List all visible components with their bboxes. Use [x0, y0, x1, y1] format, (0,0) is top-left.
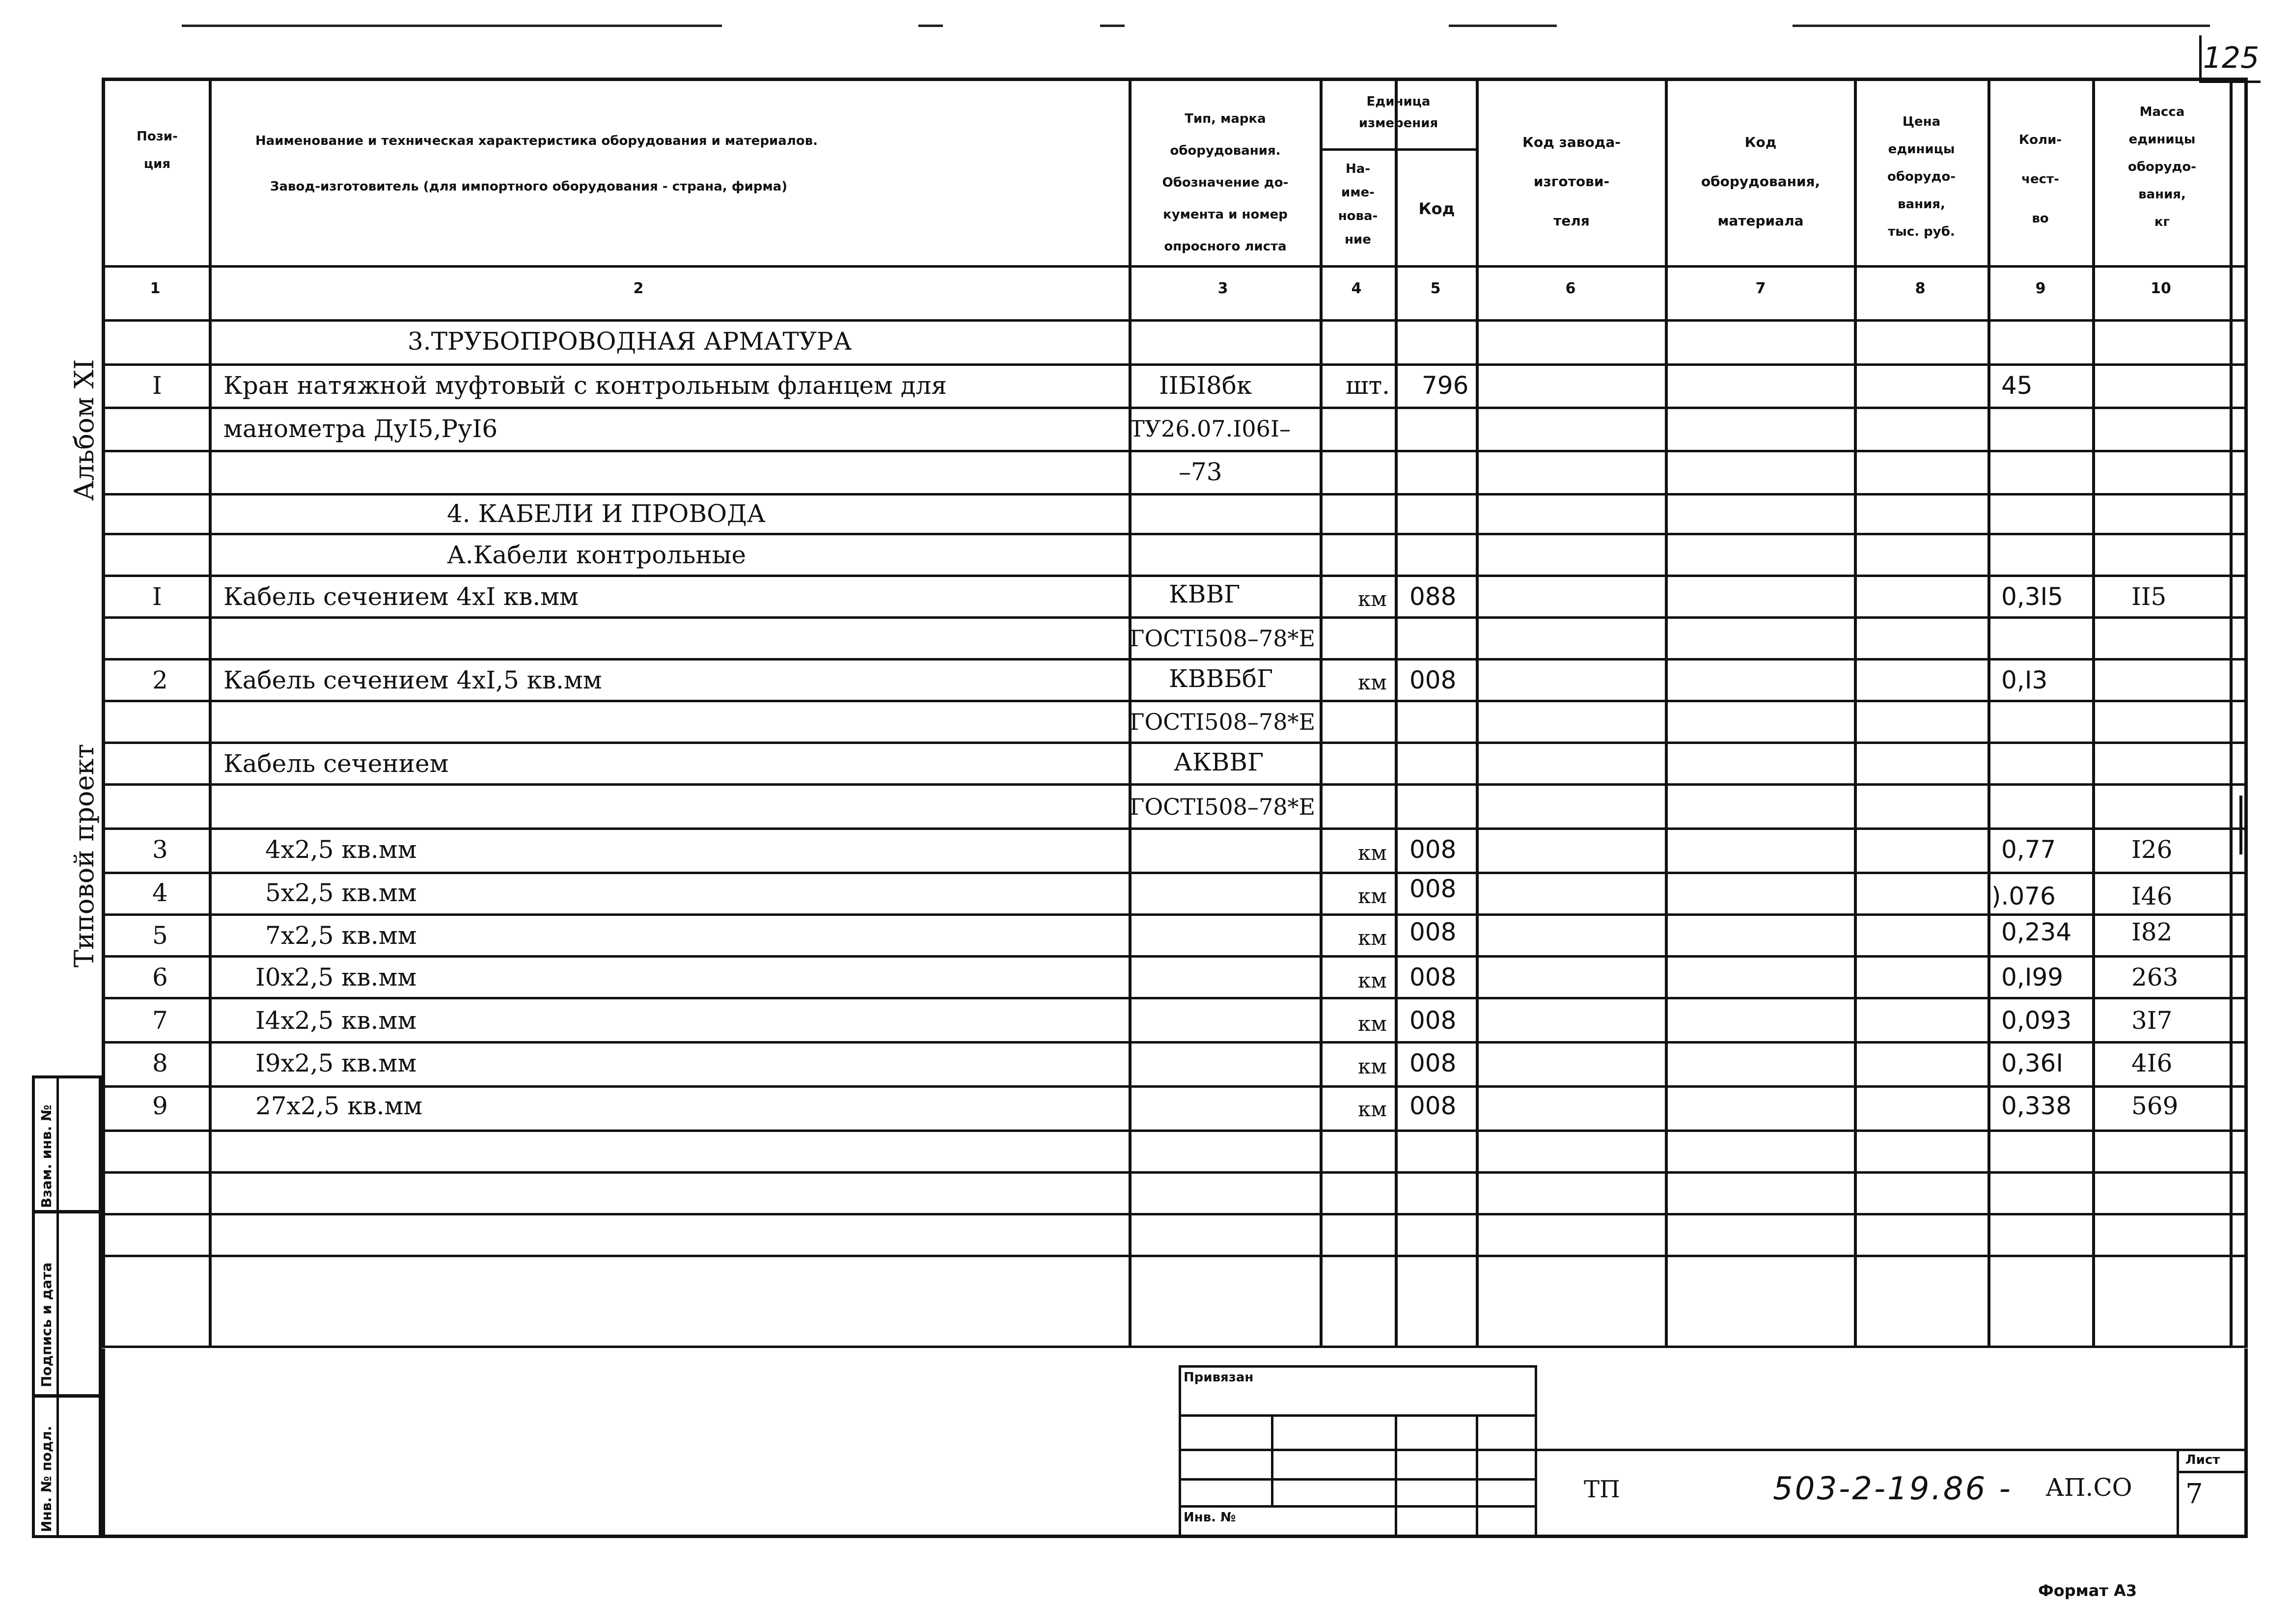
row-type: ГОСТI508–78*Е [1130, 794, 1316, 820]
row-type: –73 [1179, 458, 1222, 486]
column-number: 5 [1430, 280, 1441, 297]
header-price: Цена единицы оборудо- вания, тыс. руб. [1887, 114, 1956, 239]
row-quantity: 0,36I [2001, 1049, 2064, 1077]
row-mass: 3I7 [2131, 1006, 2173, 1035]
row-code: 008 [1409, 875, 1457, 903]
page-number: 125 [2199, 35, 2261, 83]
row-position: I [152, 582, 162, 611]
row-quantity: 0,234 [2001, 918, 2072, 946]
row-unit: км [1358, 1012, 1387, 1036]
subsection-title: А.Кабели контрольные [447, 541, 746, 569]
row-type: IIБI8бк [1159, 371, 1252, 400]
row-unit: км [1358, 1054, 1387, 1078]
header-mass: Масса единицы оборудо- вания, кг [2127, 105, 2197, 229]
header-unit-name: На- име- нова- ние [1338, 162, 1378, 247]
row-code: 008 [1409, 1049, 1457, 1077]
column-number: 8 [1915, 280, 1926, 297]
row-quantity: 45 [2001, 371, 2033, 400]
row-position: 8 [152, 1049, 168, 1077]
section-title: 4. КАБЕЛИ И ПРОВОДА [447, 499, 766, 528]
row-unit: км [1358, 587, 1387, 611]
column-number: 2 [633, 280, 644, 297]
row-name: I9х2,5 кв.мм [255, 1049, 417, 1077]
row-position: 5 [152, 921, 168, 950]
row-mass: I46 [2131, 882, 2173, 910]
row-unit: км [1358, 670, 1387, 694]
row-type: КВВГ [1169, 580, 1241, 608]
row-name: Кабель сечением 4хI,5 кв.мм [223, 666, 602, 694]
row-mass: 4I6 [2131, 1049, 2173, 1077]
row-name: 5х2,5 кв.мм [265, 879, 417, 907]
side-label-album: Альбом XI [69, 359, 100, 501]
row-code: 008 [1409, 835, 1457, 864]
sheet-number: 7 [2185, 1478, 2203, 1510]
header-unit: Единица измерения [1358, 94, 1438, 131]
row-name: Кабель сечением [223, 749, 449, 778]
row-mass: 263 [2131, 963, 2179, 991]
row-quantity: 0,093 [2001, 1006, 2072, 1035]
row-unit: км [1358, 841, 1387, 865]
sheet-label: Лист [2185, 1453, 2220, 1467]
row-name: 7х2,5 кв.мм [265, 921, 417, 950]
header-name-line2: Завод-изготовитель (для импортного оборудования - страна, фирма) [270, 179, 788, 194]
column-number: 4 [1351, 280, 1362, 297]
doc-suffix: АП.СО [2045, 1473, 2132, 1502]
row-position: 7 [152, 1006, 168, 1035]
section-title: 3.ТРУБОПРОВОДНАЯ АРМАТУРА [408, 327, 852, 356]
header-position: Пози- ция [137, 129, 178, 171]
row-quantity: 0,I99 [2001, 963, 2064, 991]
column-number: 6 [1565, 280, 1576, 297]
row-mass: I82 [2131, 918, 2173, 946]
header-name-line1: Наименование и техническая характеристика оборудования и материалов. [255, 134, 818, 148]
row-name: I0х2,5 кв.мм [255, 963, 417, 991]
row-quantity: ).076 [1991, 882, 2056, 910]
row-position: 6 [152, 963, 168, 991]
header-equipment-code: Код оборудования, материала [1701, 134, 1821, 229]
row-type: ГОСТI508–78*Е [1130, 709, 1316, 735]
row-type: ГОСТI508–78*Е [1130, 625, 1316, 652]
row-unit: км [1358, 926, 1387, 950]
inv-no-label: Инв. № [1184, 1510, 1236, 1525]
header-type: Тип, марка оборудования. Обозначение до- кумента и номер опросного листа [1162, 111, 1289, 254]
row-quantity: 0,I3 [2001, 666, 2048, 694]
doc-code: 503-2-19.86 - [1773, 1471, 2013, 1507]
row-position: 4 [152, 879, 168, 907]
row-mass: II5 [2131, 582, 2167, 611]
linked-label: Привязан [1184, 1370, 1254, 1385]
row-name: 27х2,5 кв.мм [255, 1092, 423, 1120]
row-quantity: 0,77 [2001, 835, 2056, 864]
row-unit: км [1358, 1097, 1387, 1121]
row-type: ТУ26.07.I06I– [1130, 415, 1291, 442]
row-type: КВВБбГ [1169, 664, 1273, 693]
row-name: 4х2,5 кв.мм [265, 835, 417, 864]
format-label: Формат А3 [2038, 1581, 2137, 1600]
side-label-inv-orig: Инв. № подл. [38, 1426, 55, 1532]
side-label-inv-replace: Взам. инв. № [38, 1104, 55, 1208]
header-quantity: Коли- чест- во [2018, 133, 2062, 226]
row-unit: км [1358, 968, 1387, 992]
row-position: I [152, 371, 162, 400]
row-quantity: 0,338 [2001, 1092, 2072, 1120]
row-code: 008 [1409, 1092, 1457, 1120]
row-unit: шт. [1346, 371, 1390, 400]
row-code: 008 [1409, 1006, 1457, 1035]
row-name: манометра ДуI5,РуI6 [223, 414, 498, 443]
column-number: 1 [150, 280, 161, 297]
row-mass: I26 [2131, 835, 2173, 864]
column-number: 3 [1217, 280, 1228, 297]
row-unit: км [1358, 884, 1387, 908]
column-number: 9 [2035, 280, 2046, 297]
header-unit-code: Код [1418, 199, 1455, 218]
side-label-project: Типовой проект [69, 743, 100, 967]
row-position: 2 [152, 666, 168, 694]
side-label-sign-date: Подпись и дата [38, 1262, 55, 1387]
row-name: Кабель сечением 4хI кв.мм [223, 582, 579, 611]
column-number: 7 [1755, 280, 1766, 297]
row-name: Кран натяжной муфтовый с контрольным фланцем для [223, 371, 947, 400]
row-code: 008 [1409, 963, 1457, 991]
row-type: АКВВГ [1174, 748, 1264, 776]
tp-label: ТП [1584, 1476, 1620, 1503]
row-position: 9 [152, 1092, 168, 1120]
row-mass: 569 [2131, 1092, 2179, 1120]
row-position: 3 [152, 835, 168, 864]
row-code: 008 [1409, 666, 1457, 694]
row-code: 796 [1422, 371, 1469, 400]
row-code: 088 [1409, 582, 1457, 611]
header-factory-code: Код завода- изготови- теля [1522, 134, 1621, 229]
row-name: I4х2,5 кв.мм [255, 1006, 417, 1035]
row-quantity: 0,3I5 [2001, 582, 2064, 611]
column-number: 10 [2151, 280, 2171, 297]
row-code: 008 [1409, 918, 1457, 946]
